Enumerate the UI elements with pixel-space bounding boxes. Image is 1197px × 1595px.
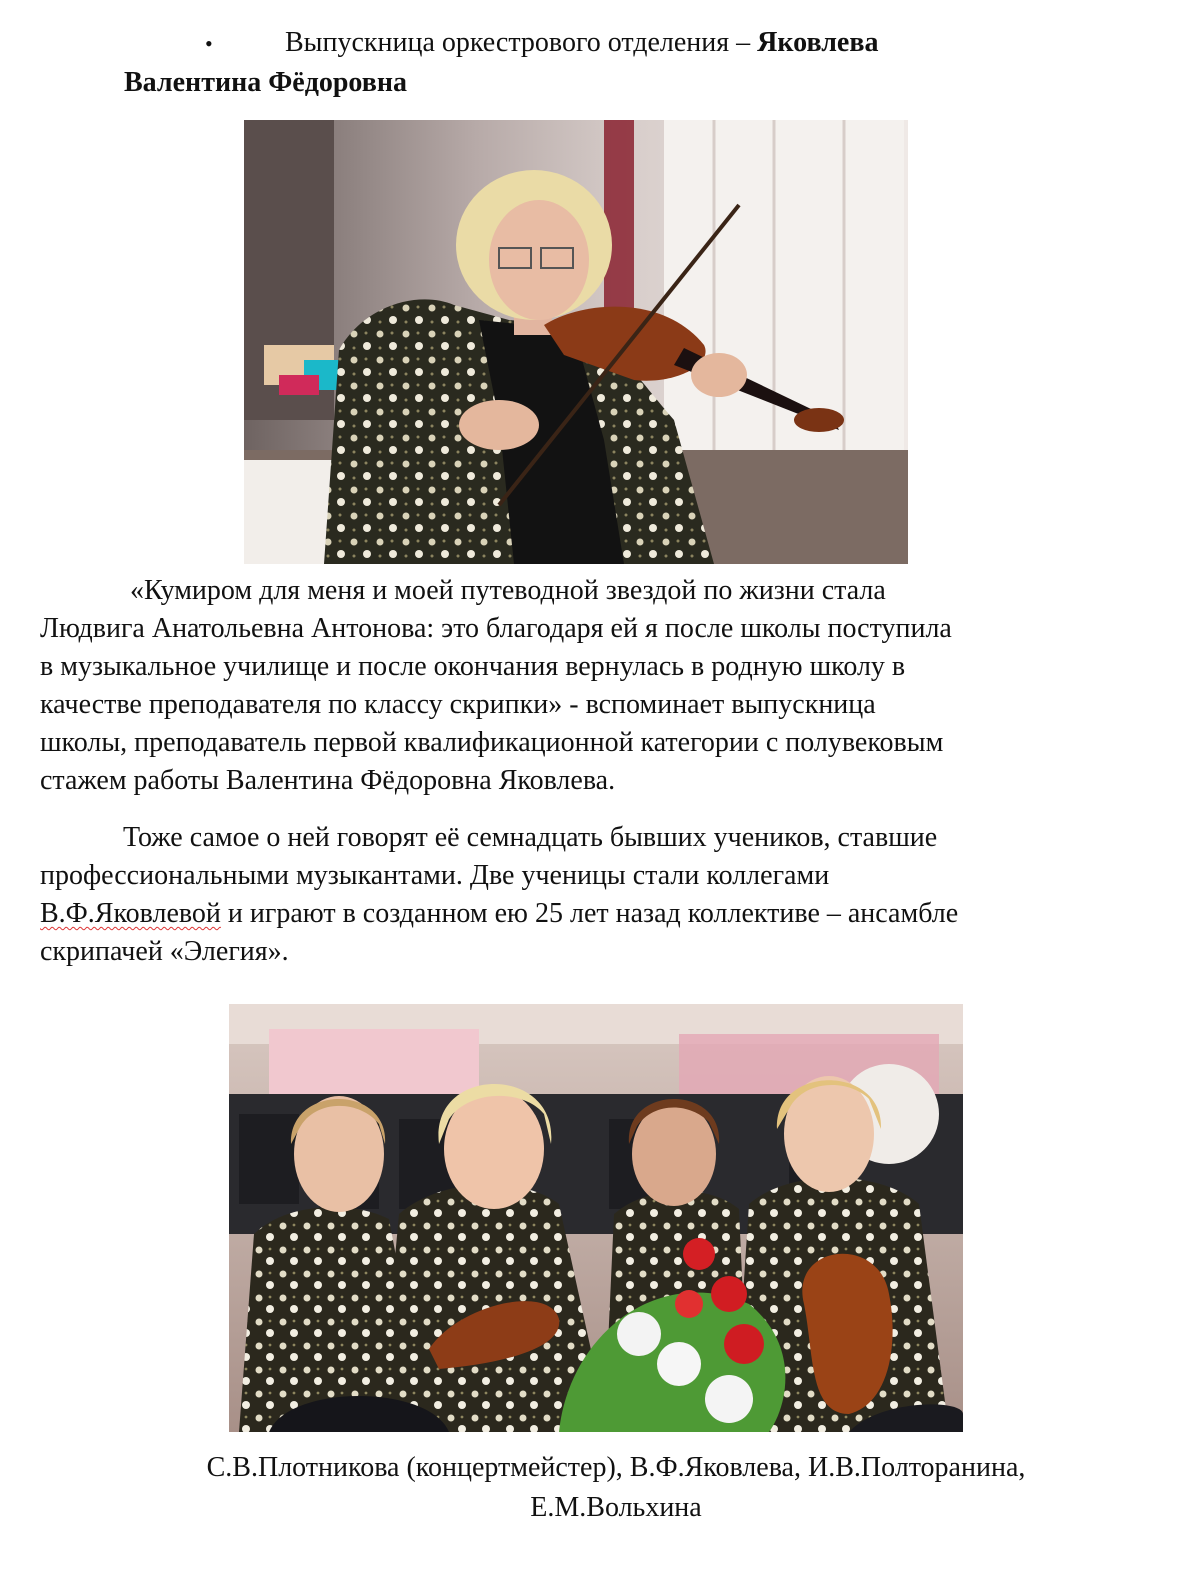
- caption-line-1: С.В.Плотникова (концертмейстер), В.Ф.Яковлева, И.В.Полторанина,: [206, 1452, 1026, 1483]
- violinist-photo: [244, 120, 908, 564]
- p2-line-2: профессиональными музыкантами. Две ученицы стали коллегами: [40, 860, 830, 891]
- students-paragraph: [40, 819, 1160, 971]
- p2-line-1: Тоже самое о ней говорят её семнадцать бывших учеников, ставшие: [123, 822, 938, 853]
- heading-line-2: Валентина Фёдоровна: [124, 67, 407, 98]
- ensemble-photo: [229, 1004, 963, 1432]
- p2-line-4: скрипачей «Элегия».: [40, 936, 289, 967]
- p1-line-3: в музыкальное училище и после окончания вернулась в родную школу в: [40, 651, 906, 682]
- photo-caption: [0, 1448, 1197, 1528]
- heading-regular-text: Выпускница оркестрового отделения –: [285, 27, 758, 58]
- p1-line-5: школы, преподаватель первой квалификационной категории с полувековым: [40, 727, 944, 758]
- p2-line-3-rest: и играют в созданном ею 25 лет назад коллективе – ансамбле: [220, 898, 959, 929]
- p1-line-2: Людвига Анатольевна Антонова: это благодаря ей я после школы поступила: [40, 613, 952, 644]
- heading-surname: Яковлева: [757, 27, 879, 58]
- p1-line-1: «Кумиром для меня и моей путеводной звездой по жизни стала: [130, 575, 886, 606]
- bullet: •: [205, 31, 213, 56]
- quote-paragraph: [40, 572, 1160, 800]
- p2-line-3: [40, 895, 1160, 933]
- caption-line-2: Е.М.Вольхина: [530, 1492, 702, 1523]
- spellcheck-name: В.Ф.Яковлевой: [40, 898, 221, 929]
- p1-line-4: качестве преподавателя по классу скрипки» - вспоминает выпускница: [40, 689, 876, 720]
- heading-line-1: [205, 24, 878, 63]
- p1-line-6: стажем работы Валентина Фёдоровна Яковлева.: [40, 765, 616, 796]
